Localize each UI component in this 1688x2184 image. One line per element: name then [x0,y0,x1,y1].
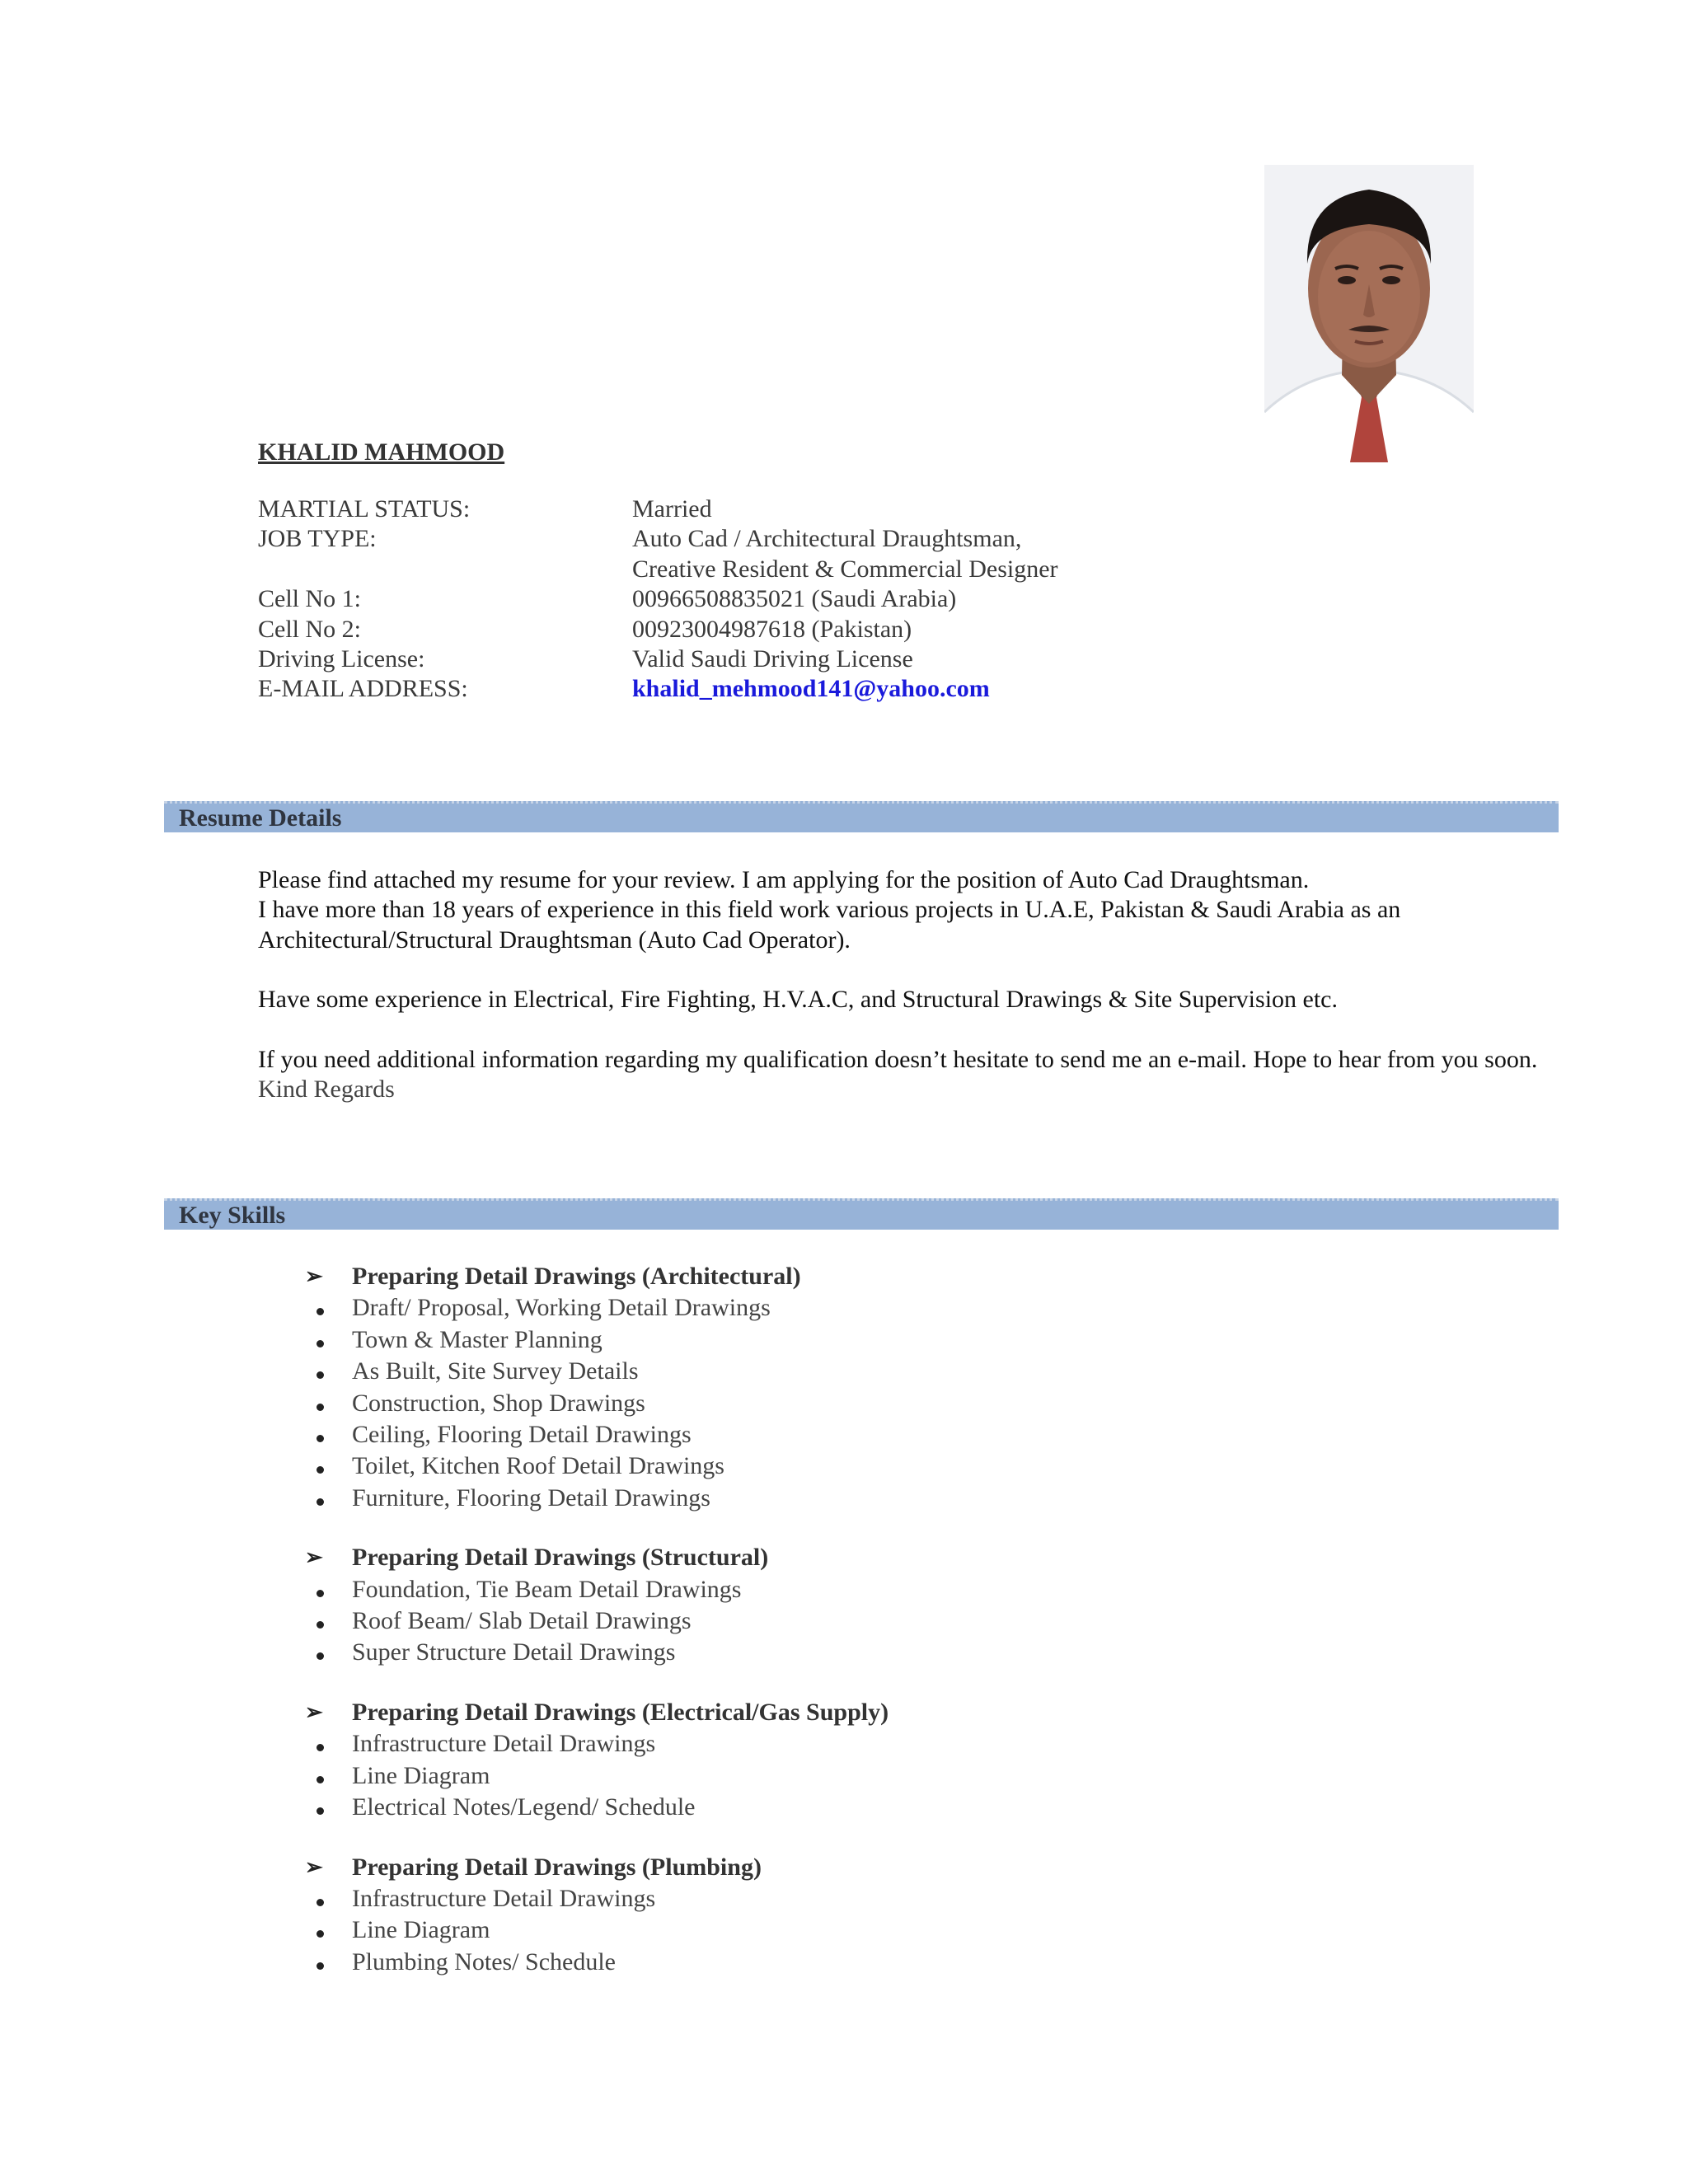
skill-item-label: Line Diagram [352,1916,490,1944]
info-label: Driving License: [258,645,425,673]
arrow-bullet-icon: ➢ [305,1699,323,1724]
section-title: Resume Details [179,804,342,832]
section-bar-resume-details [164,801,1559,832]
personal-info [258,494,1058,705]
info-row-driving-license [258,644,1058,674]
skill-group-title [305,1852,889,1883]
skill-group-label: Preparing Detail Drawings (Structural) [352,1544,769,1572]
skill-item [305,1915,889,1946]
skill-item-label: Town & Master Planning [352,1325,603,1353]
info-row-cell-2 [258,615,1058,644]
bullet-icon [316,1899,324,1906]
skill-item-label: Toilet, Kitchen Roof Detail Drawings [352,1452,724,1480]
letter-closing: Kind Regards [258,1076,395,1104]
skill-item-label: Infrastructure Detail Drawings [352,1884,656,1912]
letter-line: I have more than 18 years of experience in this field work various projects in U.A.E, Pakistan & Saudi Arabia as an Architectural/Structural Draughtsman (Auto Cad Operator). [258,896,1401,954]
skill-group-label: Preparing Detail Drawings (Electrical/Gas Supply) [352,1698,889,1726]
skill-item-label: Ceiling, Flooring Detail Drawings [352,1421,692,1449]
profile-photo [1264,165,1474,462]
info-label [258,555,632,584]
skill-item [305,1388,889,1419]
info-value: 00966508835021 (Saudi Arabia) [632,585,957,613]
skill-group-label: Preparing Detail Drawings (Plumbing) [352,1853,762,1881]
skill-item [305,1883,889,1915]
skill-item-label: Draft/ Proposal, Working Detail Drawings [352,1294,771,1322]
skill-item-label: Infrastructure Detail Drawings [352,1730,656,1758]
bullet-icon [316,1652,324,1660]
info-row-job-type-cont [258,555,1058,584]
candidate-name: KHALID MAHMOOD [258,438,505,466]
skills-list [305,1261,889,1978]
bullet-icon [316,1621,324,1629]
skill-item [305,1605,889,1637]
info-label: E-MAIL ADDRESS: [258,675,468,703]
skill-item-label: Electrical Notes/Legend/ Schedule [352,1793,696,1821]
info-value: Valid Saudi Driving License [632,645,913,673]
skill-item [305,1760,889,1792]
cover-letter [258,865,1552,1104]
skill-item-label: As Built, Site Survey Details [352,1357,639,1385]
skill-item-label: Roof Beam/ Slab Detail Drawings [352,1607,692,1635]
info-row-job-type [258,524,1058,554]
info-row-email [258,674,1058,704]
bullet-icon [316,1466,324,1474]
skill-item-label: Furniture, Flooring Detail Drawings [352,1483,710,1511]
info-label: MARTIAL STATUS: [258,495,471,523]
bullet-icon [316,1435,324,1442]
bullet-icon [316,1590,324,1597]
info-label: Cell No 1: [258,585,361,613]
bullet-icon [316,1962,324,1970]
arrow-bullet-icon: ➢ [305,1545,323,1570]
skill-item-label: Foundation, Tie Beam Detail Drawings [352,1575,742,1603]
info-value: Creative Resident & Commercial Designer [632,555,1058,583]
skill-group-title [305,1261,889,1292]
skill-item [305,1574,889,1605]
bullet-icon [316,1371,324,1379]
skill-item [305,1451,889,1482]
bullet-icon [316,1404,324,1411]
section-title: Key Skills [179,1202,286,1229]
info-value: Auto Cad / Architectural Draughtsman, [632,525,1022,553]
section-bar-key-skills [164,1198,1559,1230]
skill-group-title [305,1697,889,1728]
bullet-icon [316,1930,324,1938]
skill-group-label: Preparing Detail Drawings (Architectural) [352,1263,801,1290]
skill-item [305,1324,889,1356]
bullet-icon [316,1340,324,1347]
skill-item [305,1637,889,1668]
bullet-icon [316,1498,324,1506]
arrow-bullet-icon: ➢ [305,1264,323,1288]
letter-paragraph: Have some experience in Electrical, Fire Fighting, H.V.A.C, and Structural Drawings & Site Supervision etc. [258,986,1338,1014]
skill-item [305,1483,889,1514]
skill-group-title [305,1542,889,1573]
bullet-icon [316,1776,324,1783]
email-link[interactable]: khalid_mehmood141@yahoo.com [632,675,990,703]
letter-paragraph: If you need additional information regarding my qualification doesn’t hesitate to send me an e-mail. Hope to hear from you soon. [258,1045,1538,1073]
info-value: Married [632,495,712,523]
info-label: JOB TYPE: [258,525,377,553]
skill-item-label: Plumbing Notes/ Schedule [352,1947,616,1975]
bullet-icon [316,1308,324,1315]
info-label: Cell No 2: [258,615,361,643]
skill-item-label: Construction, Shop Drawings [352,1389,645,1417]
letter-line: Please find attached my resume for your review. I am applying for the position of Auto Cad Draughtsman. [258,866,1310,893]
arrow-bullet-icon: ➢ [305,1854,323,1879]
bullet-icon [316,1744,324,1751]
info-row-marital-status [258,494,1058,524]
skill-item [305,1292,889,1324]
skill-item [305,1356,889,1387]
bullet-icon [316,1807,324,1815]
skill-item-label: Super Structure Detail Drawings [352,1638,676,1666]
skill-item [305,1947,889,1978]
skill-item-label: Line Diagram [352,1761,490,1789]
skill-item [305,1728,889,1760]
info-value: 00923004987618 (Pakistan) [632,615,912,643]
skill-item [305,1419,889,1451]
skill-item [305,1792,889,1823]
info-row-cell-1 [258,584,1058,614]
